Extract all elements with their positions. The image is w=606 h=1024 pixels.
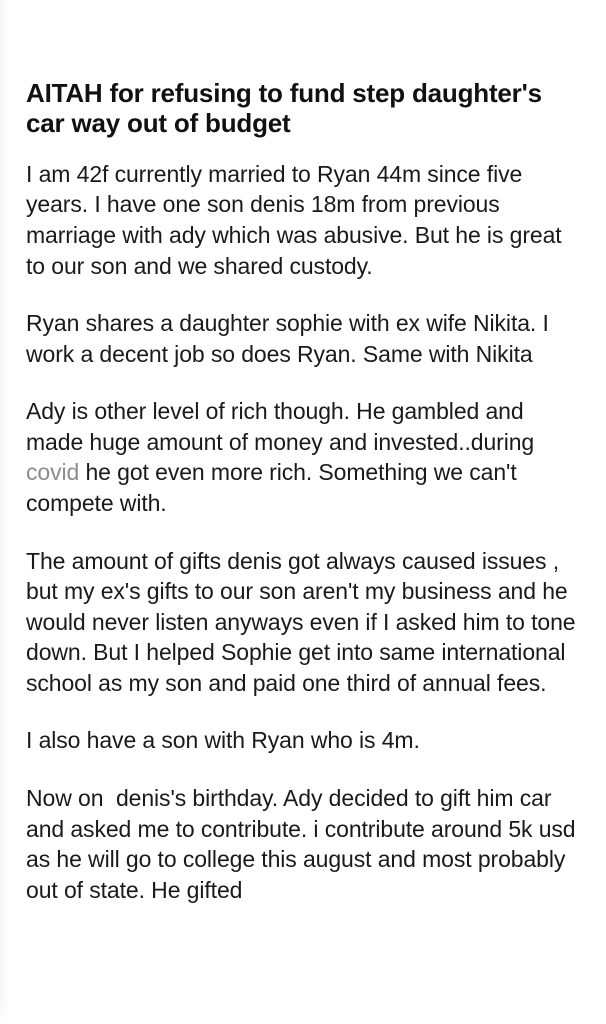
page-title: AITAH for refusing to fund step daughter's car way out of budget bbox=[26, 78, 542, 139]
paragraph-text-part: he got even more rich. Something we can't compete with. bbox=[26, 459, 523, 517]
top-whitespace bbox=[0, 0, 606, 62]
post-paragraph: Now on denis's birthday. Ady decided to gift him car and asked me to contribute. i contribute around 5k usd as he will go to college this august and most probably out of state. He gifted bbox=[26, 785, 582, 903]
paragraph-text-part: Ady is other level of rich though. He gambled and made huge amount of money and invested..during bbox=[26, 398, 541, 455]
post-paragraph: The amount of gifts denis got always caused issues , but my ex's gifts to our son aren't my business and he would never listen anyways even if I asked him to tone down. But I helped Sophie get into same international school as my son and paid one third of annual fees. bbox=[26, 547, 582, 696]
post-body bbox=[26, 159, 580, 906]
faded-word: covid bbox=[26, 459, 80, 486]
post-paragraph bbox=[26, 396, 580, 518]
post-paragraph: I am 42f currently married to Ryan 44m since five years. I have one son denis 18m from previous marriage with ady which was abusive. But he is great to our son and we shared custody. bbox=[26, 160, 568, 279]
left-edge-shadow bbox=[0, 0, 10, 1024]
bottom-fade-overlay bbox=[0, 998, 606, 1024]
post-paragraph: Ryan shares a daughter sophie with ex wife Nikita. I work a decent job so does Ryan. Same with Nikita bbox=[26, 310, 556, 367]
post-paragraph: I also have a son with Ryan who is 4m. bbox=[26, 727, 420, 754]
